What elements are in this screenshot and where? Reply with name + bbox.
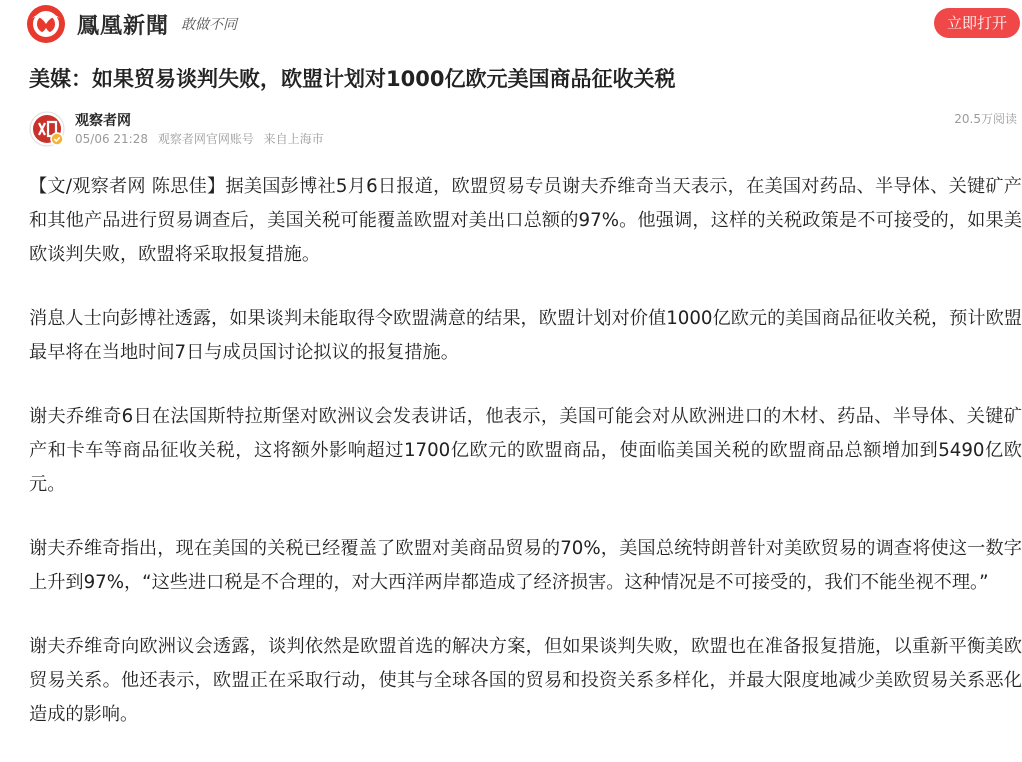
app-header [0,0,1022,46]
phoenix-logo-icon [26,4,66,44]
open-app-button[interactable]: 立即打开 [934,8,1020,38]
article-paragraph: 谢夫乔维奇6日在法国斯特拉斯堡对欧洲议会发表讲话，他表示，美国可能会对从欧洲进口的木材、药品、半导体、关键矿产和卡车等商品征收关税，这将额外影响超过1700亿欧元的欧盟商品，使面临美国关税的欧盟商品总额增加到5490亿欧元。 [29,406,1022,495]
logo-text: 鳳凰新聞 [77,13,170,39]
article-paragraph: 谢夫乔维奇指出，现在美国的关税已经覆盖了欧盟对美商品贸易的70%，美国总统特朗普针对美欧贸易的调查将使这一数字上升到97%，“这些进口税是不合理的，对大西洋两岸都造成了经济损害。这种情况是不可接受的，我们不能坐视不理。” [29,538,1022,593]
article-title: 美媒：如果贸易谈判失败，欧盟计划对1000亿欧元美国商品征收关税 [29,67,676,91]
article-body [29,170,1022,762]
article-paragraph: 消息人士向彭博社透露，如果谈判未能取得令欧盟满意的结果，欧盟计划对价值1000亿欧元的美国商品征收关税，预计欧盟最早将在当地时间7日与成员国讨论拟议的报复措施。 [29,308,1022,363]
author-account: 观察者网官网账号 [157,132,254,146]
view-count: 20.5万阅读 [954,112,1017,126]
author-location: 来自上海市 [263,132,324,146]
guancha-avatar-icon[interactable] [29,111,65,147]
logo-slogan: 敢做不同 [181,17,237,33]
article-paragraph: 【文/观察者网 陈思佳】据美国彭博社5月6日报道，欧盟贸易专员谢夫乔维奇当天表示，在美国对药品、半导体、关键矿产和其他产品进行贸易调查后，美国关税可能覆盖欧盟对美出口总额的97%。他强调，这样的关税政策是不可接受的，如果美欧谈判失败，欧盟将采取报复措施。 [29,176,1022,265]
author-meta [75,130,330,147]
article-paragraph: 谢夫乔维奇向欧洲议会透露，谈判依然是欧盟首选的解决方案，但如果谈判失败，欧盟也在准备报复措施，以重新平衡美欧贸易关系。他还表示，欧盟正在采取行动，使其与全球各国的贸易和投资关系多样化，并最大限度地减少美欧贸易关系恶化造成的影响。 [29,636,1022,725]
publish-date: 05/06 21:28 [75,132,148,146]
verified-badge-icon [51,133,63,145]
author-name[interactable]: 观察者网 [75,113,131,129]
